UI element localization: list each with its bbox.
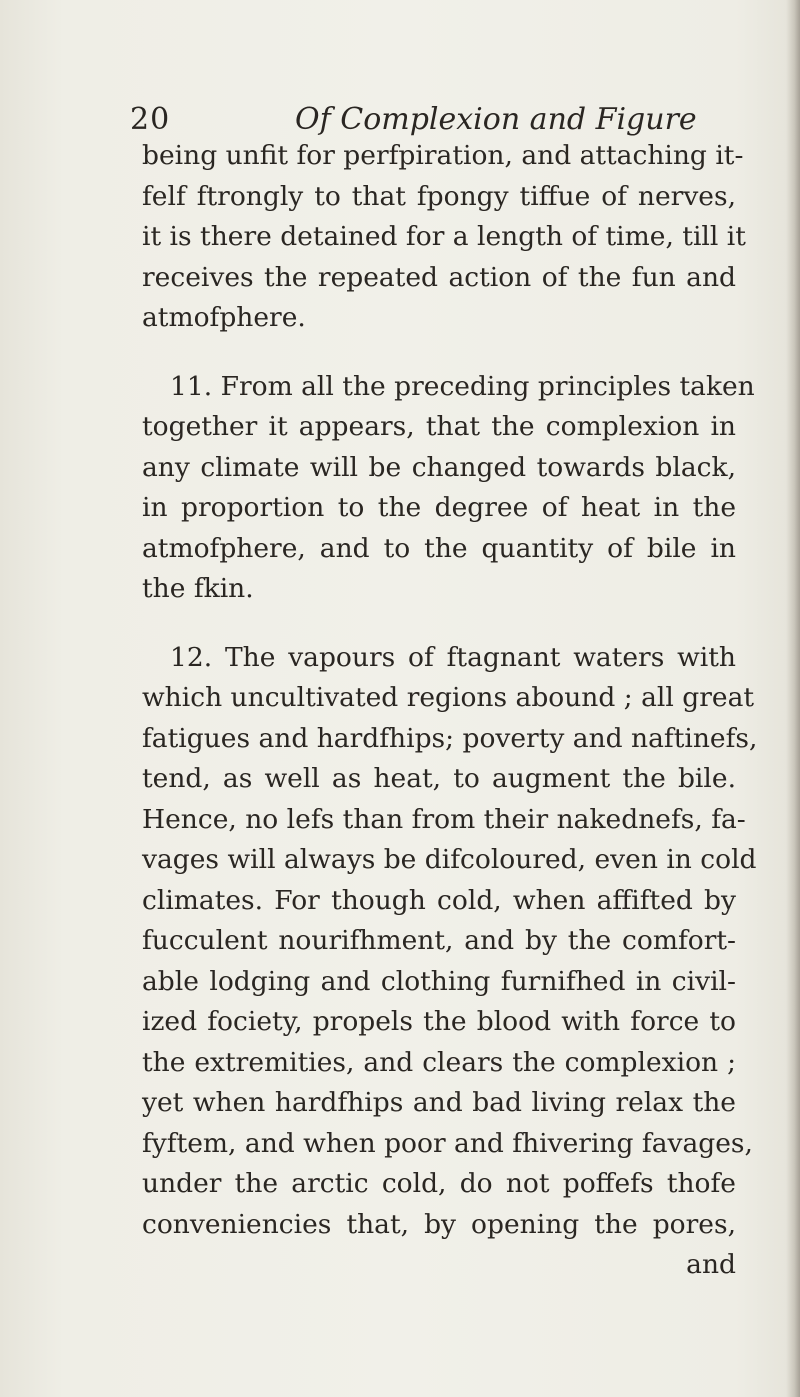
- text-line: fyftem, and when poor and fhivering favages,: [142, 1127, 753, 1159]
- page-edge-shadow: [786, 0, 800, 1397]
- text-line: which uncultivated regions abound ; all great: [142, 682, 755, 713]
- text-line: 12. The vapours of ftagnant waters with: [170, 641, 736, 673]
- text-line: under the arctic cold, do not poffefs thofe: [142, 1168, 736, 1199]
- text-line: in proportion to the degree of heat in the: [142, 492, 736, 523]
- text-line: it is there detained for a length of time, till it: [142, 221, 746, 252]
- text-line: ized fociety, propels the blood with force to: [142, 1006, 736, 1037]
- text-line: tend, as well as heat, to augment the bile.: [142, 763, 736, 794]
- text-line: conveniencies that, by opening the pores,: [142, 1208, 736, 1240]
- text-line: any climate will be changed towards black,: [142, 451, 736, 483]
- page-number: 20: [130, 102, 171, 137]
- text-line: Hence, no lefs than from their nakednefs, fa-: [142, 803, 746, 835]
- text-line: able lodging and clothing furnifhed in civil-: [142, 965, 736, 997]
- text-line: fucculent nourifhment, and by the comfort-: [142, 925, 736, 956]
- text-line: climates. For though cold, when affifted by: [142, 884, 736, 916]
- text-line: vages will always be difcoloured, even in cold: [142, 844, 757, 875]
- body-text: [142, 136, 758, 1286]
- text-line: receives the repeated action of the fun and: [142, 261, 736, 293]
- text-line: yet when hardfhips and bad living relax the: [142, 1087, 736, 1118]
- paragraph-gap: [142, 339, 736, 367]
- text-line: atmofphere.: [142, 302, 306, 333]
- text-line: fatigues and hardfhips; poverty and naftinefs,: [142, 722, 758, 754]
- text-line: the fkin.: [142, 573, 254, 604]
- text-line: felf ftrongly to that fpongy tiffue of nerves,: [142, 180, 736, 212]
- text-line: the extremities, and clears the complexion ;: [142, 1046, 736, 1078]
- text-line: being unfit for perfpiration, and attaching it-: [142, 140, 744, 171]
- paragraph-gap: [142, 610, 736, 638]
- text-line: together it appears, that the complexion in: [142, 411, 736, 442]
- catchword: and: [686, 1249, 736, 1280]
- running-title: Of Complexion and Figure: [295, 102, 697, 137]
- text-line: atmofphere, and to the quantity of bile in: [142, 532, 736, 564]
- text-line: 11. From all the preceding principles taken: [170, 370, 755, 402]
- running-head: [130, 100, 730, 140]
